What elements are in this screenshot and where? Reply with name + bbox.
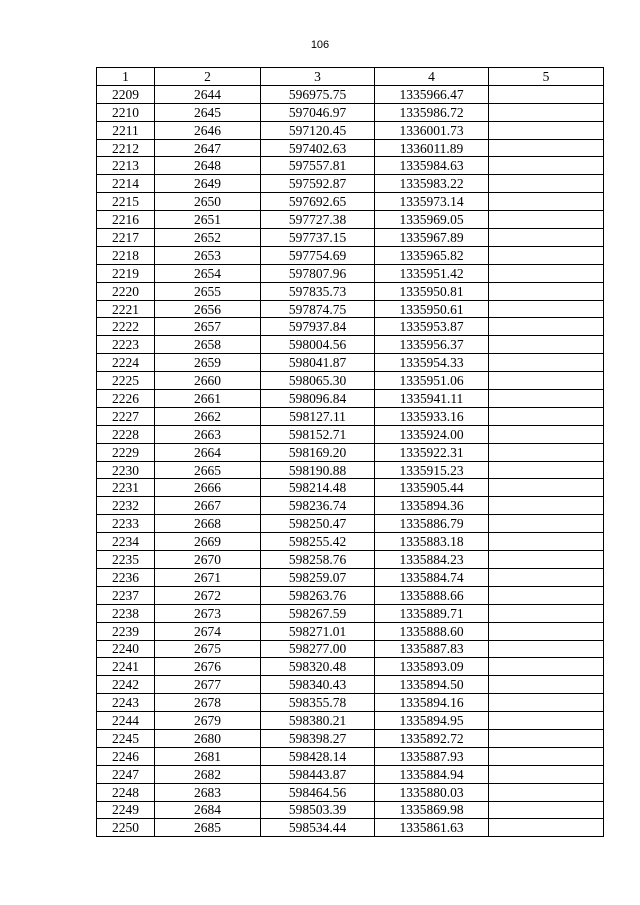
table-cell-col-2: 2673	[155, 604, 261, 622]
table-cell-col-5	[489, 85, 604, 103]
table-cell-col-5	[489, 139, 604, 157]
table-cell-col-5	[489, 604, 604, 622]
table-row	[97, 300, 604, 318]
table-cell-col-5	[489, 497, 604, 515]
table-row	[97, 390, 604, 408]
table-row	[97, 765, 604, 783]
table-row	[97, 604, 604, 622]
table-cell-col-5	[489, 229, 604, 247]
table-cell-col-1: 2222	[97, 318, 155, 336]
table-cell-col-1: 2217	[97, 229, 155, 247]
table-row	[97, 336, 604, 354]
table-cell-col-5	[489, 175, 604, 193]
table-row	[97, 461, 604, 479]
table-cell-col-4: 1335887.83	[375, 640, 489, 658]
table-cell-col-4: 1335941.11	[375, 390, 489, 408]
table-cell-col-4: 1335950.81	[375, 282, 489, 300]
table-cell-col-4: 1335889.71	[375, 604, 489, 622]
table-cell-col-3: 598152.71	[261, 425, 375, 443]
table-cell-col-4: 1335888.60	[375, 622, 489, 640]
table-row	[97, 712, 604, 730]
table-cell-col-1: 2223	[97, 336, 155, 354]
table-cell-col-4: 1335965.82	[375, 246, 489, 264]
table-row	[97, 551, 604, 569]
table-cell-col-1: 2220	[97, 282, 155, 300]
table-cell-col-4: 1335969.05	[375, 211, 489, 229]
table-cell-col-4: 1335956.37	[375, 336, 489, 354]
table-cell-col-1: 2233	[97, 515, 155, 533]
table-cell-col-5	[489, 390, 604, 408]
table-cell-col-4: 1335966.47	[375, 85, 489, 103]
table-cell-col-2: 2669	[155, 533, 261, 551]
table-cell-col-2: 2685	[155, 819, 261, 837]
table-cell-col-1: 2244	[97, 712, 155, 730]
table-cell-col-5	[489, 694, 604, 712]
table-cell-col-1: 2232	[97, 497, 155, 515]
table-cell-col-1: 2213	[97, 157, 155, 175]
table-cell-col-3: 598277.00	[261, 640, 375, 658]
table-cell-col-3: 597727.38	[261, 211, 375, 229]
table-cell-col-1: 2218	[97, 246, 155, 264]
table-cell-col-3: 597874.75	[261, 300, 375, 318]
table-header-row	[97, 68, 604, 86]
table-cell-col-2: 2678	[155, 694, 261, 712]
table-row	[97, 175, 604, 193]
table-cell-col-4: 1335892.72	[375, 729, 489, 747]
table-cell-col-3: 598355.78	[261, 694, 375, 712]
table-cell-col-4: 1336011.89	[375, 139, 489, 157]
table-cell-col-1: 2219	[97, 264, 155, 282]
table-cell-col-3: 597692.65	[261, 193, 375, 211]
table-cell-col-4: 1335883.18	[375, 533, 489, 551]
table-cell-col-5	[489, 747, 604, 765]
table-cell-col-3: 596975.75	[261, 85, 375, 103]
table-cell-col-4: 1335954.33	[375, 354, 489, 372]
table-row	[97, 264, 604, 282]
table-cell-col-5	[489, 246, 604, 264]
table-cell-col-1: 2221	[97, 300, 155, 318]
table-cell-col-2: 2676	[155, 658, 261, 676]
table-cell-col-2: 2647	[155, 139, 261, 157]
table-cell-col-4: 1335953.87	[375, 318, 489, 336]
table-cell-col-2: 2674	[155, 622, 261, 640]
table-cell-col-3: 598271.01	[261, 622, 375, 640]
table-cell-col-4: 1335894.36	[375, 497, 489, 515]
table-cell-col-3: 598190.88	[261, 461, 375, 479]
table-cell-col-4: 1335884.74	[375, 568, 489, 586]
table-cell-col-2: 2677	[155, 676, 261, 694]
table-cell-col-3: 597807.96	[261, 264, 375, 282]
table-body	[97, 85, 604, 836]
table-cell-col-2: 2670	[155, 551, 261, 569]
table-cell-col-1: 2243	[97, 694, 155, 712]
table-cell-col-2: 2666	[155, 479, 261, 497]
table-cell-col-2: 2645	[155, 103, 261, 121]
table-cell-col-2: 2650	[155, 193, 261, 211]
table-cell-col-3: 598398.27	[261, 729, 375, 747]
table-cell-col-5	[489, 622, 604, 640]
table-cell-col-2: 2662	[155, 407, 261, 425]
column-header-5: 5	[489, 68, 604, 86]
table-cell-col-4: 1335884.23	[375, 551, 489, 569]
table-cell-col-2: 2683	[155, 783, 261, 801]
table-cell-col-1: 2238	[97, 604, 155, 622]
table-cell-col-1: 2216	[97, 211, 155, 229]
table-row	[97, 85, 604, 103]
table-cell-col-3: 598340.43	[261, 676, 375, 694]
table-cell-col-2: 2657	[155, 318, 261, 336]
column-header-3: 3	[261, 68, 375, 86]
table-cell-col-4: 1335886.79	[375, 515, 489, 533]
table-cell-col-1: 2227	[97, 407, 155, 425]
table-cell-col-5	[489, 354, 604, 372]
table-cell-col-2: 2679	[155, 712, 261, 730]
table-cell-col-3: 597737.15	[261, 229, 375, 247]
table-cell-col-2: 2661	[155, 390, 261, 408]
table-cell-col-2: 2656	[155, 300, 261, 318]
table-cell-col-5	[489, 551, 604, 569]
table-cell-col-1: 2237	[97, 586, 155, 604]
table-cell-col-3: 598236.74	[261, 497, 375, 515]
table-cell-col-4: 1335984.63	[375, 157, 489, 175]
table-row	[97, 372, 604, 390]
table-cell-col-4: 1335924.00	[375, 425, 489, 443]
table-cell-col-4: 1335894.95	[375, 712, 489, 730]
table-cell-col-1: 2245	[97, 729, 155, 747]
table-row	[97, 747, 604, 765]
table-cell-col-3: 598263.76	[261, 586, 375, 604]
table-row	[97, 139, 604, 157]
table-row	[97, 193, 604, 211]
table-cell-col-3: 598127.11	[261, 407, 375, 425]
table-cell-col-4: 1335893.09	[375, 658, 489, 676]
table-cell-col-2: 2651	[155, 211, 261, 229]
table-cell-col-5	[489, 425, 604, 443]
table-cell-col-2: 2675	[155, 640, 261, 658]
table-cell-col-2: 2648	[155, 157, 261, 175]
table-cell-col-1: 2231	[97, 479, 155, 497]
table-cell-col-3: 597592.87	[261, 175, 375, 193]
table-cell-col-1: 2236	[97, 568, 155, 586]
table-cell-col-1: 2230	[97, 461, 155, 479]
table-cell-col-5	[489, 264, 604, 282]
column-header-4: 4	[375, 68, 489, 86]
table-cell-col-1: 2224	[97, 354, 155, 372]
table-cell-col-4: 1335869.98	[375, 801, 489, 819]
table-cell-col-3: 597557.81	[261, 157, 375, 175]
table-cell-col-4: 1335922.31	[375, 443, 489, 461]
table-cell-col-2: 2644	[155, 85, 261, 103]
table-cell-col-2: 2672	[155, 586, 261, 604]
coordinates-table	[96, 67, 604, 837]
table-cell-col-1: 2211	[97, 121, 155, 139]
table-cell-col-1: 2212	[97, 139, 155, 157]
table-cell-col-1: 2242	[97, 676, 155, 694]
table-cell-col-5	[489, 533, 604, 551]
column-header-2: 2	[155, 68, 261, 86]
table-cell-col-3: 598096.84	[261, 390, 375, 408]
table-cell-col-4: 1335933.16	[375, 407, 489, 425]
table-row	[97, 425, 604, 443]
table-cell-col-1: 2250	[97, 819, 155, 837]
table-cell-col-4: 1335915.23	[375, 461, 489, 479]
table-cell-col-4: 1335986.72	[375, 103, 489, 121]
table-cell-col-5	[489, 640, 604, 658]
table-cell-col-2: 2653	[155, 246, 261, 264]
table-cell-col-4: 1335951.42	[375, 264, 489, 282]
table-row	[97, 729, 604, 747]
table-cell-col-3: 597754.69	[261, 246, 375, 264]
table-cell-col-4: 1335884.94	[375, 765, 489, 783]
table-cell-col-5	[489, 765, 604, 783]
table-cell-col-4: 1335951.06	[375, 372, 489, 390]
table-cell-col-2: 2659	[155, 354, 261, 372]
table-cell-col-5	[489, 819, 604, 837]
table-cell-col-3: 598464.56	[261, 783, 375, 801]
table-cell-col-4: 1335861.63	[375, 819, 489, 837]
table-cell-col-3: 598004.56	[261, 336, 375, 354]
table-row	[97, 246, 604, 264]
table-row	[97, 819, 604, 837]
table-cell-col-3: 598169.20	[261, 443, 375, 461]
table-cell-col-3: 598258.76	[261, 551, 375, 569]
table-cell-col-3: 598255.42	[261, 533, 375, 551]
table-cell-col-4: 1335894.50	[375, 676, 489, 694]
table-cell-col-5	[489, 676, 604, 694]
table-cell-col-2: 2680	[155, 729, 261, 747]
table-row	[97, 783, 604, 801]
table-cell-col-2: 2652	[155, 229, 261, 247]
table-cell-col-1: 2249	[97, 801, 155, 819]
table-cell-col-3: 598320.48	[261, 658, 375, 676]
table-cell-col-2: 2655	[155, 282, 261, 300]
table-cell-col-3: 598443.87	[261, 765, 375, 783]
table-cell-col-2: 2646	[155, 121, 261, 139]
page-number: 106	[310, 39, 330, 51]
table-cell-col-5	[489, 318, 604, 336]
table-cell-col-5	[489, 336, 604, 354]
table-cell-col-4: 1335905.44	[375, 479, 489, 497]
table-cell-col-5	[489, 211, 604, 229]
table-cell-col-5	[489, 407, 604, 425]
table-cell-col-2: 2667	[155, 497, 261, 515]
table-cell-col-3: 598428.14	[261, 747, 375, 765]
table-row	[97, 443, 604, 461]
table-cell-col-5	[489, 515, 604, 533]
table-row	[97, 640, 604, 658]
table-cell-col-3: 597937.84	[261, 318, 375, 336]
table-cell-col-1: 2225	[97, 372, 155, 390]
table-cell-col-1: 2247	[97, 765, 155, 783]
table-cell-col-5	[489, 103, 604, 121]
table-cell-col-2: 2684	[155, 801, 261, 819]
table-row	[97, 801, 604, 819]
table-cell-col-5	[489, 372, 604, 390]
table-cell-col-1: 2229	[97, 443, 155, 461]
table-cell-col-5	[489, 443, 604, 461]
table-cell-col-1: 2215	[97, 193, 155, 211]
table-cell-col-1: 2226	[97, 390, 155, 408]
table-cell-col-1: 2235	[97, 551, 155, 569]
table-cell-col-1: 2209	[97, 85, 155, 103]
table-cell-col-2: 2665	[155, 461, 261, 479]
table-cell-col-5	[489, 729, 604, 747]
table-cell-col-5	[489, 157, 604, 175]
table-cell-col-5	[489, 282, 604, 300]
table-row	[97, 121, 604, 139]
table-cell-col-3: 598041.87	[261, 354, 375, 372]
table-cell-col-1: 2248	[97, 783, 155, 801]
table-cell-col-3: 598503.39	[261, 801, 375, 819]
table-cell-col-1: 2228	[97, 425, 155, 443]
table-cell-col-4: 1335894.16	[375, 694, 489, 712]
table-cell-col-4: 1336001.73	[375, 121, 489, 139]
table-cell-col-5	[489, 300, 604, 318]
table-row	[97, 229, 604, 247]
table-cell-col-3: 598259.07	[261, 568, 375, 586]
table-cell-col-2: 2671	[155, 568, 261, 586]
table-cell-col-5	[489, 658, 604, 676]
table-cell-col-5	[489, 568, 604, 586]
table-cell-col-4: 1335967.89	[375, 229, 489, 247]
table-cell-col-1: 2210	[97, 103, 155, 121]
table-cell-col-3: 598267.59	[261, 604, 375, 622]
table-cell-col-3: 598380.21	[261, 712, 375, 730]
table-row	[97, 479, 604, 497]
table-cell-col-5	[489, 479, 604, 497]
table-cell-col-3: 597120.45	[261, 121, 375, 139]
table-cell-col-5	[489, 461, 604, 479]
table-cell-col-2: 2649	[155, 175, 261, 193]
table-row	[97, 157, 604, 175]
table-cell-col-1: 2239	[97, 622, 155, 640]
table-cell-col-5	[489, 712, 604, 730]
table-cell-col-4: 1335973.14	[375, 193, 489, 211]
table-cell-col-2: 2660	[155, 372, 261, 390]
table-cell-col-3: 598214.48	[261, 479, 375, 497]
table-cell-col-4: 1335887.93	[375, 747, 489, 765]
table-cell-col-2: 2681	[155, 747, 261, 765]
table-cell-col-1: 2246	[97, 747, 155, 765]
table-cell-col-2: 2664	[155, 443, 261, 461]
table-cell-col-3: 598534.44	[261, 819, 375, 837]
table-row	[97, 318, 604, 336]
table-cell-col-3: 598250.47	[261, 515, 375, 533]
table-cell-col-2: 2682	[155, 765, 261, 783]
table-cell-col-1: 2234	[97, 533, 155, 551]
table-row	[97, 694, 604, 712]
table-cell-col-4: 1335983.22	[375, 175, 489, 193]
table-row	[97, 586, 604, 604]
table-cell-col-4: 1335950.61	[375, 300, 489, 318]
table-cell-col-1: 2240	[97, 640, 155, 658]
table-cell-col-3: 597046.97	[261, 103, 375, 121]
table-cell-col-2: 2663	[155, 425, 261, 443]
table-cell-col-5	[489, 586, 604, 604]
table-cell-col-1: 2214	[97, 175, 155, 193]
table-row	[97, 211, 604, 229]
table-row	[97, 103, 604, 121]
table-row	[97, 282, 604, 300]
table-cell-col-4: 1335880.03	[375, 783, 489, 801]
table-cell-col-2: 2668	[155, 515, 261, 533]
table-row	[97, 497, 604, 515]
table-row	[97, 354, 604, 372]
table-cell-col-2: 2658	[155, 336, 261, 354]
table-cell-col-3: 597402.63	[261, 139, 375, 157]
table-row	[97, 533, 604, 551]
table-row	[97, 676, 604, 694]
table-row	[97, 515, 604, 533]
table-row	[97, 658, 604, 676]
table-cell-col-5	[489, 193, 604, 211]
column-header-1: 1	[97, 68, 155, 86]
table-cell-col-2: 2654	[155, 264, 261, 282]
table-cell-col-3: 597835.73	[261, 282, 375, 300]
table-cell-col-5	[489, 121, 604, 139]
table-row	[97, 622, 604, 640]
table-cell-col-1: 2241	[97, 658, 155, 676]
table-cell-col-4: 1335888.66	[375, 586, 489, 604]
table-cell-col-5	[489, 783, 604, 801]
table-row	[97, 568, 604, 586]
table-cell-col-3: 598065.30	[261, 372, 375, 390]
table-row	[97, 407, 604, 425]
table-cell-col-5	[489, 801, 604, 819]
